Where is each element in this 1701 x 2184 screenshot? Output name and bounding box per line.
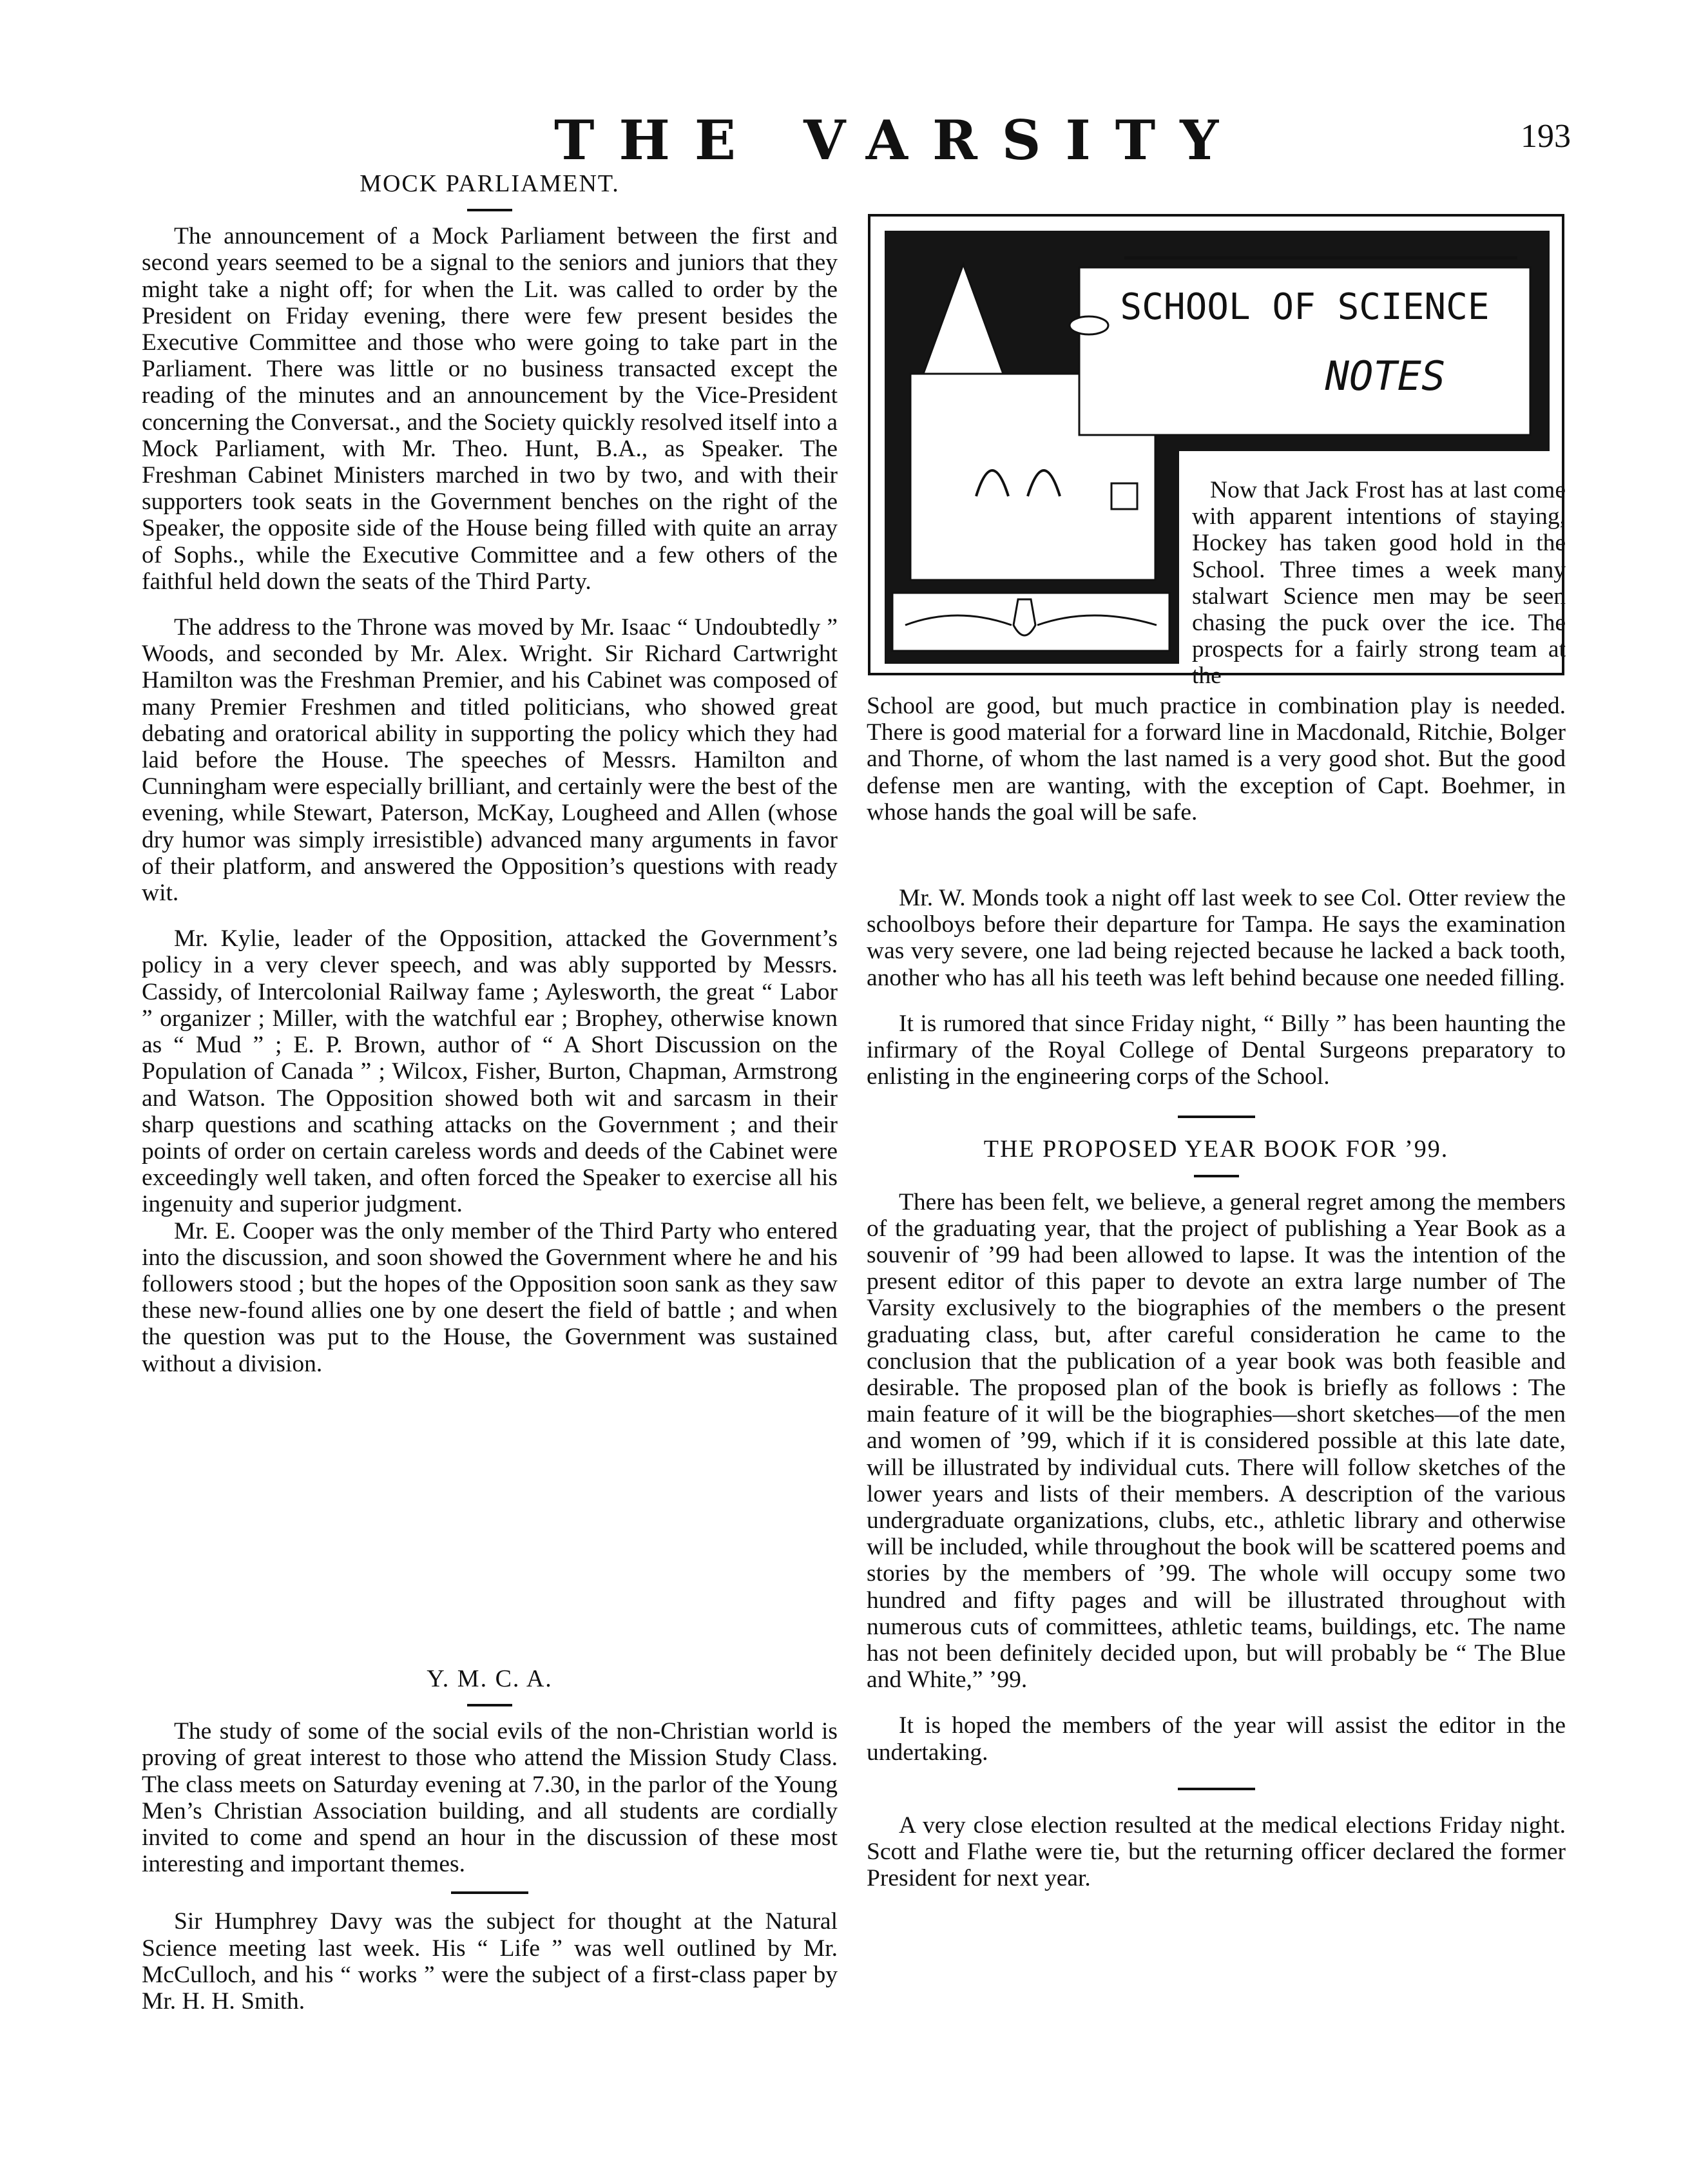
heading-rule [1194,1175,1239,1177]
school-notes-paragraph-2: Mr. W. Monds took a night off last week to see Col. Otter review the schoolboys before their departure for Tampa. He says the examination was very severe, one lad being rejected because he lacked a back tooth, another who has all his teeth was left behind because one needed filling. [867,885,1566,991]
masthead-title: THE VARSITY [554,108,1244,172]
ymca-paragraph-2: Sir Humphrey Davy was the subject for thought at the Natural Science meeting last week. His “ Life ” was well outlined by Mr. McCulloch, and his “ works ” were the subject of a first-class paper by Mr. H. H. Smith. [142,1908,838,2015]
page-number: 193 [1521,118,1571,155]
mock-parliament-heading: MOCK PARLIAMENT. [360,170,620,197]
ymca-section [142,1666,838,2015]
medical-paragraph-1: A very close election resulted at the medical elections Friday night. Scott and Flathe were tie, but the returning officer declared the former President for next year. [867,1812,1566,1892]
mock-parliament-paragraph-3: Mr. Kylie, leader of the Opposition, attacked the Government’s policy in a very clever speech, and was ably supported by Messrs. Cassidy, of Intercolonial Railway fame ; Aylesworth, the great “ Labor ” organizer ; Miller, with the watchful ear ; Brophey, otherwise known as “ Mud ” ; E. P. Brown, author of “ A Short Discussion on the Population of Canada ” ; Wilcox, Fisher, Burton, Chapman, Armstrong and Watson. The Opposition showed both wit and sarcasm in their sharp questions and scathing attacks on the Government ; and their points of order on certain careless words and deeds of the Cabinet were exceedingly well taken, and often forced the Speaker to exercise all his ingenuity and superior judgment. [142,925,838,1218]
ymca-heading: Y. M. C. A. [427,1665,553,1692]
mock-parliament-paragraph-4: Mr. E. Cooper was the only member of the Third Party who entered into the discussion, and soon showed the Government where he and his followers stood ; but the hopes of the Opposition soon sank as they saw these new-found allies one by one desert the field of battle ; and when the question was put to the House, the Government was sustained without a division. [142,1217,838,1377]
heading-rule [467,1704,512,1706]
banner-line-2: NOTES [1325,353,1446,400]
section-rule [451,1891,528,1894]
banner-line-1: SCHOOL OF SCIENCE [1120,286,1490,328]
yearbook-paragraph-1: There has been felt, we believe, a general regret among the members of the graduating year, that the project of publishing a Year Book as a souvenir of ’99 had been allowed to lapse. It was the intention of the present editor of this paper to devote an extra large number of The Varsity exclusively to the biographies of the members o the present graduating class, but, after careful consideration he came to the conclusion that the publication of a year book was both feasible and desirable. The proposed plan of the book is briefly as follows : The main feature of it will be the biographies—short sketches—of the men and women of ’99, which if it is considered possible at this late date, will be illustrated by individual cuts. There will follow sketches of the lower years and lists of their members. A description of the various undergraduate organizations, clubs, etc., athletic library and otherwise will be included, while throughout the book will be scattered poems and stories by the members of ’99. The whole will occupy some two hundred and fifty pages and will be illustrated throughout with numerous cuts of committees, athletic teams, buildings, etc. The name has not been definitely decided upon, but will probably be “ The Blue and White,” ’99. [867,1188,1566,1694]
section-rule [1178,1116,1255,1118]
school-notes-paragraph-1: Now that Jack Frost has at last come with apparent intentions of staying, Hockey has taken good hold in the School. Three times a week many stalwart Science men may be seen chasing the puck over the ice. The prospects for a fairly strong team at the [1192,477,1566,690]
section-rule [1178,1788,1255,1790]
school-notes-paragraph-1a [1192,477,1566,690]
school-notes-section [867,477,1566,690]
school-notes-paragraph-1-cont [867,693,1566,865]
school-notes-paragraph-3: It is rumored that since Friday night, “ Billy ” has been haunting the infirmary of the Royal College of Dental Surgeons preparatory to enlisting in the engineering corps of the School. [867,1010,1566,1090]
masthead [0,108,1701,172]
ymca-paragraph-1: The study of some of the social evils of the non-Christian world is proving of great interest to those who attend the Mission Study Class. The class meets on Saturday evening at 7.30, in the parlor of the Young Men’s Christian Association building, and all students are cordially invited to come and spend an hour in the discussion of these most interesting and important themes. [142,1718,838,1878]
school-notes-continued [867,693,1566,1892]
school-notes-paragraph-1-tail: School are good, but much practice in combination play is needed. There is good material for a forward line in Macdonald, Ritchie, Bolger and Thorne, of whom the last named is a very good shot. But the good defense men are wanting, with the exception of Capt. Boehmer, in whose hands the goal will be safe. [867,693,1566,826]
yearbook-heading: THE PROPOSED YEAR BOOK FOR ’99. [983,1135,1449,1163]
heading-rule [467,209,512,211]
mock-parliament-paragraph-1: The announcement of a Mock Parliament between the first and second years seemed to be a signal to the seniors and juniors that they might take a night off; for when the Lit. was called to order by the President on Friday evening, there were few present besides the Executive Committee and those who were going to take part in the Parliament. There was little or no business transacted except the reading of the minutes and an announcement by the Vice-President concerning the Conversat., and the Society quickly resolved itself into a Mock Parliament, with Mr. Theo. Hunt, B.A., as Speaker. The Freshman Cabinet Ministers marched in two by two, and with their supporters took seats in the Government benches on the right of the Speaker, the opposite side of the House being filled with quite an array of Sophs., while the Executive Committee and a few others of the faithful held down the seats of the Third Party. [142,223,838,595]
left-column [142,171,838,1377]
mock-parliament-paragraph-2: The address to the Throne was moved by Mr. Isaac “ Undoubtedly ” Woods, and seconded by Mr. Alex. Wright. Sir Richard Cartwright Hamilton was the Freshman Premier, and his Cabinet was composed of many Premier Freshmen and titled politicians, who showed great debating and oratorical ability in supporting the policy which they had laid before the House. The speeches of Messrs. Hamilton and Cunningham were especially brilliant, and certainly were the best of the evening, while Stewart, Paterson, McKay, Lougheed and Allen (whose dry humor was simply irresistible) advanced many arguments in favor of their platform, and answered the Opposition’s questions with ready wit. [142,614,838,907]
yearbook-paragraph-2: It is hoped the members of the year will assist the editor in the undertaking. [867,1712,1566,1766]
